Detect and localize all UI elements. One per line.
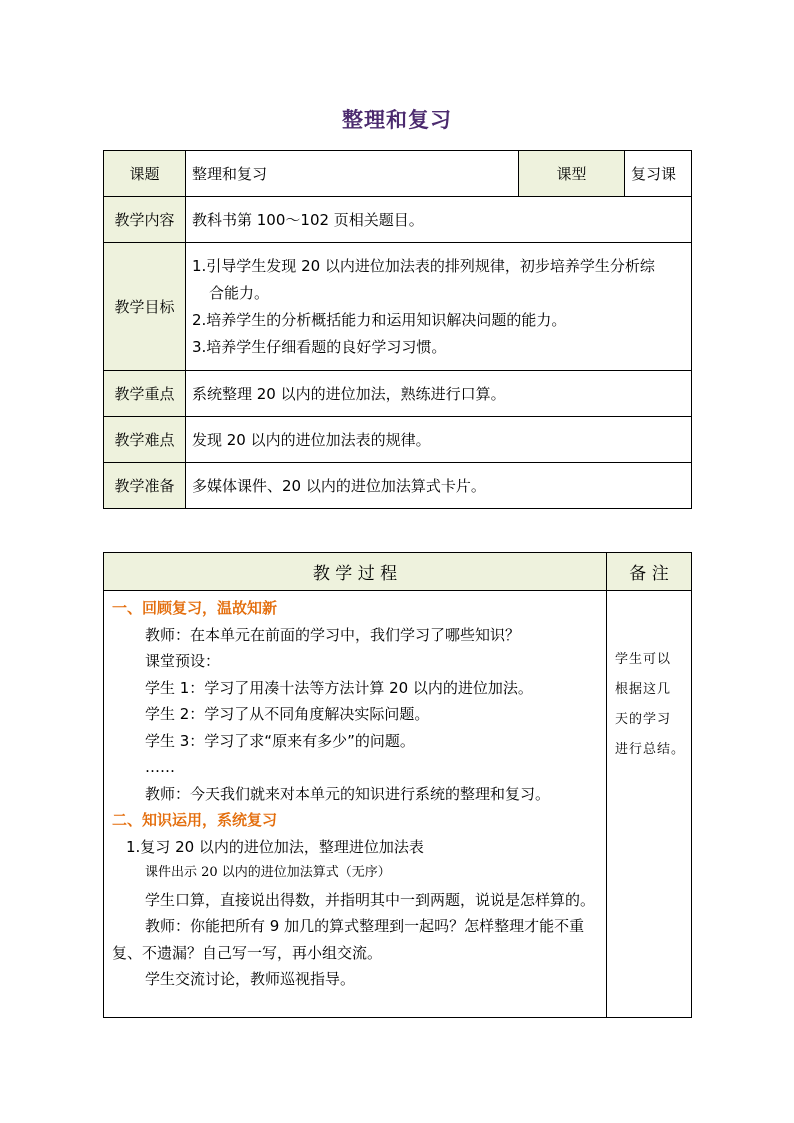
goals-list xyxy=(186,243,692,371)
goal-item: 2.培养学生的分析概括能力和运用知识解决问题的能力。 xyxy=(192,310,567,329)
courseware-note: 课件出示 20 以内的进位加法算式（无序） xyxy=(145,865,391,880)
notes-header: 备 注 xyxy=(607,553,692,591)
goal-item: 合能力。 xyxy=(209,283,270,302)
topic-label: 课题 xyxy=(104,151,186,197)
process-line: 课堂预设： xyxy=(145,652,221,670)
preparation-label: 教学准备 xyxy=(104,463,186,509)
process-header: 教 学 过 程 xyxy=(104,553,607,591)
process-line: 学生 3：学习了求“原来有多少”的问题。 xyxy=(145,731,415,750)
notes-content xyxy=(607,591,692,1018)
goal-item: 3.培养学生仔细看题的良好学习习惯。 xyxy=(192,337,447,356)
type-value: 复习课 xyxy=(625,151,692,197)
difficulty-value: 发现 20 以内的进位加法表的规律。 xyxy=(186,417,692,463)
preparation-value: 多媒体课件、20 以内的进位加法算式卡片。 xyxy=(186,463,692,509)
note-line: 天的学习 xyxy=(615,712,672,727)
difficulty-label: 教学难点 xyxy=(104,417,186,463)
process-line: 教师：今天我们就来对本单元的知识进行系统的整理和复习。 xyxy=(145,784,551,803)
process-line: 学生 2：学习了从不同角度解决实际问题。 xyxy=(145,705,430,723)
note-line: 进行总结。 xyxy=(615,742,686,757)
content-value: 教科书第 100～102 页相关题目。 xyxy=(186,197,692,243)
note-line: 根据这几 xyxy=(615,682,672,697)
key-point-label: 教学重点 xyxy=(104,371,186,417)
process-line: 学生 1：学习了用凑十法等方法计算 20 以内的进位加法。 xyxy=(145,678,533,697)
key-point-value: 系统整理 20 以内的进位加法，熟练进行口算。 xyxy=(186,371,692,417)
document-title: 整理和复习 xyxy=(342,108,452,132)
note-line: 学生可以 xyxy=(615,652,672,667)
process-line: …… xyxy=(145,758,175,776)
topic-value: 整理和复习 xyxy=(186,151,519,197)
process-line: 教师：在本单元在前面的学习中，我们学习了哪些知识？ xyxy=(145,625,521,644)
lesson-info-table xyxy=(103,150,692,509)
process-line: 学生交流讨论，教师巡视指导。 xyxy=(145,970,356,988)
goal-item: 1.引导学生发现 20 以内进位加法表的排列规律，初步培养学生分析综 xyxy=(192,256,655,275)
content-label: 教学内容 xyxy=(104,197,186,243)
process-content xyxy=(104,591,607,1018)
goals-label: 教学目标 xyxy=(104,243,186,371)
process-paragraph: 学生口算，直接说出得数，并指明其中一到两题，说说是怎样算的。 xyxy=(145,890,596,909)
section-1-title: 一、回顾复习，温故知新 xyxy=(112,599,278,617)
type-label: 课型 xyxy=(519,151,625,197)
section-2-title: 二、知识运用，系统复习 xyxy=(112,811,278,829)
process-paragraph: 教师：你能把所有 9 加几的算式整理到一起吗？怎样整理才能不重复、不遗漏？自己写一写，再小组交流。 xyxy=(112,917,585,962)
teaching-process-table xyxy=(103,552,692,1018)
process-line: 1.复习 20 以内的进位加法，整理进位加法表 xyxy=(126,837,424,856)
